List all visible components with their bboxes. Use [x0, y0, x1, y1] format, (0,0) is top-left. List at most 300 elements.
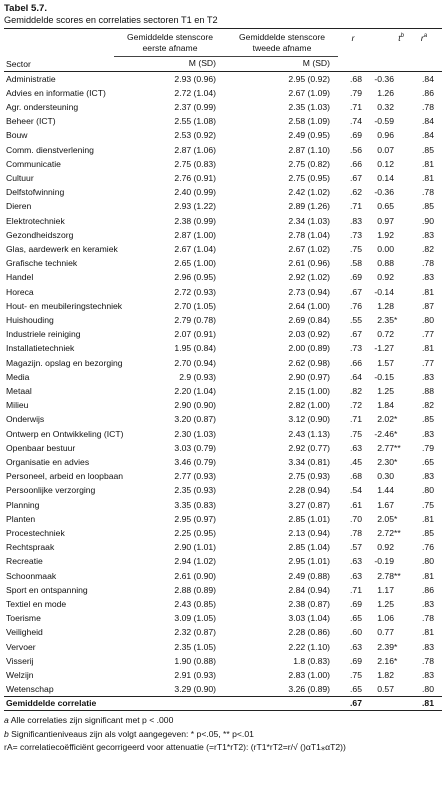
row-sector: Horeca: [6, 286, 34, 297]
row-t2-msd: 2.75 (0.93): [288, 471, 330, 482]
row-t2-msd: 3.34 (0.81): [288, 456, 330, 467]
row-t: [368, 512, 406, 526]
row-t1-msd: 2.20 (1.04): [174, 385, 216, 396]
row-t1-msd: 2.43 (0.85): [174, 599, 216, 610]
row-t: [368, 540, 406, 554]
row-t2-msd: 2.84 (0.94): [288, 584, 330, 595]
row-ra: .83: [422, 229, 434, 240]
row-sector: Vervoer: [6, 641, 36, 652]
row-r: .78: [350, 528, 362, 538]
row-r: .56: [350, 144, 362, 155]
row-r: .55: [350, 314, 362, 325]
row-t-value: 1.28: [377, 300, 394, 311]
row-r: .67: [350, 286, 362, 297]
row-r: .63: [350, 442, 362, 453]
row-sector: Planten: [6, 513, 36, 524]
row-ra: .83: [422, 670, 434, 681]
row-r: .65: [350, 613, 362, 624]
row-ra: .86: [422, 87, 434, 98]
table-row: [4, 498, 442, 512]
row-r: .79: [350, 87, 362, 98]
row-sector: Cultuur: [6, 172, 34, 183]
row-sector: Beheer (ICT): [6, 116, 56, 127]
row-sector: Delfstofwinning: [6, 187, 65, 198]
row-r: .63: [350, 570, 362, 581]
table-row: [4, 313, 442, 327]
row-r: .72: [350, 400, 362, 411]
row-t2-msd: 2.28 (0.86): [288, 627, 330, 638]
row-sector: Comm. dienstverlening: [6, 144, 94, 155]
row-r: .70: [350, 513, 362, 524]
row-t-value: -0.36: [374, 73, 394, 84]
row-t: [368, 583, 406, 597]
row-t1-msd: 2.67 (1.04): [174, 243, 216, 254]
table-row: [4, 356, 442, 370]
header-ra: $r^a$: [406, 29, 442, 57]
row-r: .45: [350, 456, 362, 467]
row-ra: .83: [422, 599, 434, 610]
footnote-a-text: Alle correlaties zijn significant met p < .000: [10, 715, 174, 726]
footnote-b-text: Significantieniveaus zijn als volgt aangegeven: * p<.05, ** p<.01: [11, 728, 254, 739]
row-ra: .78: [422, 101, 434, 112]
row-t2-msd: 2.28 (0.94): [288, 485, 330, 496]
row-t1-msd: 3.20 (0.87): [174, 414, 216, 425]
row-t-value: 2.72: [377, 528, 394, 538]
row-sector: Organisatie en advies: [6, 456, 90, 467]
row-t: [368, 625, 406, 639]
row-t: [368, 654, 406, 668]
row-t: [368, 569, 406, 583]
row-t2-msd: 2.22 (1.10): [288, 641, 330, 652]
row-t1-msd: 2.90 (0.90): [174, 400, 216, 411]
header-r: r: [338, 29, 368, 57]
row-t2-msd: 2.35 (1.03): [288, 101, 330, 112]
row-t-value: 0.57: [377, 684, 394, 695]
row-t2-msd: 2.64 (1.00): [288, 300, 330, 311]
table-row: [4, 256, 442, 270]
row-t2-msd: 2.61 (0.96): [288, 258, 330, 269]
row-t1-msd: 2.35 (0.93): [174, 485, 216, 496]
row-t2-msd: 2.75 (0.95): [288, 172, 330, 183]
table-row: [4, 370, 442, 384]
row-ra: .90: [422, 215, 434, 226]
row-t-value: 0.14: [377, 172, 394, 183]
table-row: [4, 611, 442, 625]
table-label: Tabel 5.7.: [4, 3, 48, 14]
row-r: .68: [350, 73, 362, 84]
row-significance: *: [394, 428, 398, 439]
row-sector: Dieren: [6, 201, 32, 212]
row-ra: .78: [422, 258, 434, 269]
row-sector: Glas, aardewerk en keramiek: [6, 243, 118, 254]
row-r: .83: [350, 215, 362, 226]
row-ra: .83: [422, 272, 434, 283]
row-t2-msd: 2.75 (0.82): [288, 158, 330, 169]
row-ra: .83: [422, 371, 434, 382]
table-row: [4, 569, 442, 583]
row-t-value: 2.39: [377, 641, 394, 652]
row-t-value: 2.78: [377, 570, 394, 581]
row-r: .82: [350, 385, 362, 396]
table-row: [4, 455, 442, 469]
row-t-value: 2.35: [377, 314, 394, 325]
row-sector: Recreatie: [6, 556, 43, 567]
row-t: [368, 327, 406, 341]
row-r: .73: [350, 343, 362, 354]
total-label: Gemiddelde correlatie: [4, 697, 114, 711]
row-t2-msd: 3.03 (1.04): [288, 613, 330, 624]
row-ra: .88: [422, 385, 434, 396]
row-t2-msd: 2.38 (0.87): [288, 599, 330, 610]
row-t-value: 0.88: [377, 258, 394, 269]
row-t1-msd: 2.40 (0.99): [174, 187, 216, 198]
row-t2-msd: 2.15 (1.00): [288, 385, 330, 396]
row-t: [368, 157, 406, 171]
row-t1-msd: 2.91 (0.93): [174, 670, 216, 681]
row-t1-msd: 3.29 (0.90): [174, 684, 216, 695]
row-ra: .82: [422, 243, 434, 254]
row-t2-msd: 2.43 (1.13): [288, 428, 330, 439]
table-row: [4, 199, 442, 213]
row-ra: .85: [422, 414, 434, 425]
row-t-value: 0.32: [377, 101, 394, 112]
row-t: [368, 285, 406, 299]
row-ra: .77: [422, 329, 434, 340]
row-t: [368, 682, 406, 697]
row-ra: .83: [422, 471, 434, 482]
row-t: [368, 427, 406, 441]
row-ra: .86: [422, 584, 434, 595]
row-t: [368, 483, 406, 497]
row-t-value: 2.30: [377, 456, 394, 467]
row-sector: Onderwijs: [6, 414, 45, 425]
row-t-value: -0.19: [374, 556, 394, 567]
row-t2-msd: 2.49 (0.88): [288, 570, 330, 581]
row-sector: Planning: [6, 499, 40, 510]
row-t: [368, 199, 406, 213]
total-ra: .81: [406, 697, 442, 711]
row-sector: Sport en ontspanning: [6, 584, 88, 595]
footnote-a: [4, 714, 442, 728]
table-row: [4, 412, 442, 426]
row-t2-msd: 2.92 (1.02): [288, 272, 330, 283]
row-sector: Schoonmaak: [6, 570, 57, 581]
row-t-value: 2.16: [377, 655, 394, 666]
row-significance: *: [394, 641, 398, 652]
row-ra: .81: [422, 570, 434, 581]
row-r: .58: [350, 258, 362, 269]
row-t-value: 0.97: [377, 215, 394, 226]
row-t: [368, 398, 406, 412]
row-sector: Industriele reiniging: [6, 329, 81, 340]
row-significance: *: [394, 414, 398, 425]
row-ra: .79: [422, 442, 434, 453]
row-t1-msd: 3.09 (1.05): [174, 613, 216, 624]
row-sector: Welzijn: [6, 670, 34, 681]
footnote-ra: rA= correlatiecoëfficiënt gecorrigeerd voor attenuatie (=rT1*rT2): (rT1*rT2=r/√ ()αT1⁎αT2)): [4, 742, 346, 753]
row-sector: Magazijn. opslag en bezorging: [6, 357, 123, 368]
row-sector: Agr. ondersteuning: [6, 101, 79, 112]
row-t1-msd: 2.30 (1.03): [174, 428, 216, 439]
table-row: [4, 270, 442, 284]
row-ra: .65: [422, 456, 434, 467]
table-row: [4, 398, 442, 412]
row-sector: Administratie: [6, 73, 56, 84]
row-sector: Media: [6, 371, 30, 382]
row-t: [368, 242, 406, 256]
row-r: .63: [350, 641, 362, 652]
row-t: [368, 554, 406, 568]
row-ra: .81: [422, 158, 434, 169]
row-r: .65: [350, 684, 362, 695]
row-ra: .81: [422, 172, 434, 183]
row-t: [368, 526, 406, 540]
row-t-value: 0.77: [377, 627, 394, 638]
row-t: [368, 498, 406, 512]
row-t2-msd: 2.85 (1.04): [288, 542, 330, 553]
row-t-value: 1.17: [377, 584, 394, 595]
row-t-value: 1.25: [377, 385, 394, 396]
row-t2-msd: 2.00 (0.89): [288, 343, 330, 354]
row-t-value: 2.02: [377, 414, 394, 425]
row-sector: Textiel en mode: [6, 599, 67, 610]
row-t: [368, 299, 406, 313]
row-significance: **: [394, 528, 401, 538]
row-sector: Procestechniek: [6, 528, 65, 538]
row-t-value: 0.00: [377, 243, 394, 254]
table-row: [4, 299, 442, 313]
row-t2-msd: 2.78 (1.04): [288, 229, 330, 240]
table-row: [4, 625, 442, 639]
row-sector: Persoonlijke verzorging: [6, 485, 96, 496]
row-t2-msd: 2.42 (1.02): [288, 187, 330, 198]
row-ra: .85: [422, 144, 434, 155]
row-t: [368, 384, 406, 398]
total-r: .67: [338, 697, 368, 711]
table-row: [4, 143, 442, 157]
row-ra: .78: [422, 655, 434, 666]
row-t1-msd: 2.88 (0.89): [174, 584, 216, 595]
row-sector: Grafische techniek: [6, 258, 78, 269]
row-t: [368, 100, 406, 114]
row-t: [368, 455, 406, 469]
row-sector: Wetenschap: [6, 684, 54, 695]
row-r: .71: [350, 414, 362, 425]
row-t1-msd: 2.93 (0.96): [174, 73, 216, 84]
table-caption: Gemiddelde scores en correlaties sectoren T1 en T2: [4, 15, 218, 25]
row-t-value: 1.84: [377, 400, 394, 411]
footnote-a-key: a: [4, 715, 9, 726]
row-ra: .84: [422, 73, 434, 84]
table-row: [4, 682, 442, 697]
footnotes: [4, 714, 442, 755]
row-t: [368, 640, 406, 654]
row-sector: Elektrotechniek: [6, 215, 65, 226]
table-row: [4, 668, 442, 682]
row-t1-msd: 2.37 (0.99): [174, 101, 216, 112]
row-sector: Milieu: [6, 400, 29, 411]
table-body: [4, 71, 442, 697]
row-t: [368, 114, 406, 128]
row-t: [368, 412, 406, 426]
row-r: .66: [350, 357, 362, 368]
table-row: [4, 327, 442, 341]
row-r: .63: [350, 556, 362, 567]
row-t2-msd: 2.49 (0.95): [288, 130, 330, 141]
table-row: [4, 185, 442, 199]
table-row: [4, 86, 442, 100]
row-t: [368, 128, 406, 142]
row-t1-msd: 3.03 (0.79): [174, 442, 216, 453]
row-r: .73: [350, 229, 362, 240]
row-ra: .85: [422, 201, 434, 212]
row-sector: Bouw: [6, 130, 28, 141]
table-row: [4, 483, 442, 497]
row-t1-msd: 2.94 (1.02): [174, 556, 216, 567]
row-sector: Handel: [6, 272, 34, 283]
row-t2-msd: 2.92 (0.77): [288, 442, 330, 453]
row-r: .66: [350, 158, 362, 169]
table-row: [4, 654, 442, 668]
row-r: .69: [350, 272, 362, 283]
row-t1-msd: 2.25 (0.95): [174, 528, 216, 538]
row-significance: **: [394, 570, 401, 581]
row-t: [368, 313, 406, 327]
row-r: .67: [350, 329, 362, 340]
row-t-value: 0.30: [377, 471, 394, 482]
table-row: [4, 526, 442, 540]
row-t: [368, 469, 406, 483]
row-sector: Rechtspraak: [6, 542, 55, 553]
row-t-value: 2.05: [377, 513, 394, 524]
row-t-value: 2.77: [377, 442, 394, 453]
row-significance: *: [394, 513, 398, 524]
row-r: .62: [350, 187, 362, 198]
row-t-value: 1.25: [377, 599, 394, 610]
row-ra: .85: [422, 528, 434, 538]
row-t2-msd: 2.87 (1.10): [288, 144, 330, 155]
row-t2-msd: 1.8 (0.83): [293, 655, 330, 666]
row-t2-msd: 2.67 (1.09): [288, 87, 330, 98]
row-t2-msd: 3.12 (0.90): [288, 414, 330, 425]
table-row: [4, 214, 442, 228]
table-row: [4, 100, 442, 114]
row-sector: Veiligheid: [6, 627, 43, 638]
row-t2-msd: 2.95 (1.01): [288, 556, 330, 567]
row-t: [368, 228, 406, 242]
row-t1-msd: 2.87 (1.00): [174, 229, 216, 240]
row-ra: .81: [422, 627, 434, 638]
row-t2-msd: 2.62 (0.98): [288, 357, 330, 368]
row-r: .71: [350, 201, 362, 212]
row-t: [368, 611, 406, 625]
header-t2-line2: tweede afname: [226, 43, 338, 57]
row-t1-msd: 3.35 (0.83): [174, 499, 216, 510]
table-row: [4, 441, 442, 455]
row-t2-msd: 2.90 (0.97): [288, 371, 330, 382]
row-t-value: -0.15: [374, 371, 394, 382]
footnote-b: [4, 728, 442, 742]
row-t1-msd: 2.72 (1.04): [174, 87, 216, 98]
row-significance: *: [394, 314, 398, 325]
row-t1-msd: 2.55 (1.08): [174, 116, 216, 127]
row-r: .54: [350, 485, 362, 496]
row-t-value: 1.44: [377, 485, 394, 496]
row-sector: Advies en informatie (ICT): [6, 87, 106, 98]
row-ra: .83: [422, 428, 434, 439]
row-r: .75: [350, 670, 362, 681]
row-t-value: 0.92: [377, 542, 394, 553]
table-row: [4, 128, 442, 142]
table-row: [4, 71, 442, 86]
row-t1-msd: 2.61 (0.90): [174, 570, 216, 581]
row-r: .60: [350, 627, 362, 638]
row-r: .75: [350, 243, 362, 254]
row-ra: .78: [422, 613, 434, 624]
row-t1-msd: 1.95 (0.84): [174, 343, 216, 354]
row-r: .69: [350, 655, 362, 666]
table-row: [4, 157, 442, 171]
row-ra: .76: [422, 542, 434, 553]
row-ra: .75: [422, 499, 434, 510]
scores-table: [4, 28, 442, 711]
row-ra: .81: [422, 513, 434, 524]
row-r: .69: [350, 599, 362, 610]
table-row: [4, 242, 442, 256]
row-t: [368, 668, 406, 682]
row-r: .57: [350, 542, 362, 553]
row-t1-msd: 1.90 (0.88): [174, 655, 216, 666]
row-t1-msd: 2.70 (0.94): [174, 357, 216, 368]
row-ra: .84: [422, 130, 434, 141]
table-row: [4, 583, 442, 597]
row-t2-msd: 3.26 (0.89): [288, 684, 330, 695]
row-ra: .80: [422, 485, 434, 496]
row-sector: Visserij: [6, 655, 34, 666]
row-t: [368, 256, 406, 270]
row-t: [368, 86, 406, 100]
row-t-value: -2.46: [374, 428, 394, 439]
row-ra: .81: [422, 343, 434, 354]
row-t: [368, 214, 406, 228]
header-t1-line1: Gemiddelde stenscore: [114, 29, 226, 44]
row-sector: Hout- en meubileringstechniek: [6, 300, 123, 311]
row-t2-msd: 2.85 (1.01): [288, 513, 330, 524]
row-t1-msd: 2.75 (0.83): [174, 158, 216, 169]
table-row: [4, 427, 442, 441]
row-r: .69: [350, 130, 362, 141]
row-ra: .80: [422, 556, 434, 567]
row-r: .71: [350, 584, 362, 595]
row-ra: .78: [422, 187, 434, 198]
row-t-value: 1.82: [377, 670, 394, 681]
row-t: [368, 71, 406, 86]
table-row: [4, 597, 442, 611]
row-t-value: 1.06: [377, 613, 394, 624]
row-t1-msd: 2.90 (1.01): [174, 542, 216, 553]
table-row: [4, 171, 442, 185]
row-t-value: 0.07: [377, 144, 394, 155]
row-t1-msd: 2.96 (0.95): [174, 272, 216, 283]
row-r: .64: [350, 371, 362, 382]
header-sector: Sector: [4, 57, 114, 72]
table-row: [4, 554, 442, 568]
row-sector: Openbaar bestuur: [6, 442, 76, 453]
row-t-value: -0.36: [374, 187, 394, 198]
row-t-value: 0.92: [377, 272, 394, 283]
row-t2-msd: 3.27 (0.87): [288, 499, 330, 510]
row-ra: .87: [422, 300, 434, 311]
